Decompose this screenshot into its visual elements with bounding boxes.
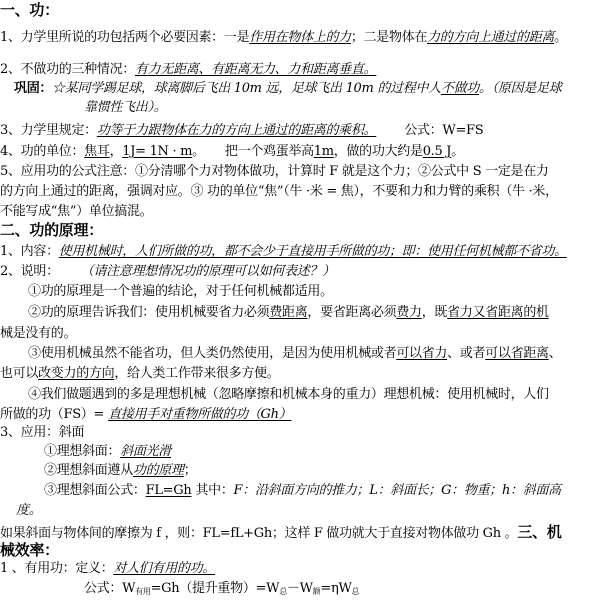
text: F：沿斜面方向的推力；L：斜面长；G：物重；h：斜面高 — [233, 483, 561, 498]
s2-paragraph-2 — [0, 263, 613, 281]
text: ③使用机械虽然不能省功，但人类仍然使用，是因为使用机械或者 — [28, 346, 397, 361]
s2-note-4-cont — [0, 406, 613, 424]
text: 。 — [192, 144, 205, 159]
text: －W — [286, 581, 313, 596]
answer-blank: 有力无距离、有距离无力、力和距离垂直。 — [134, 62, 377, 77]
s2-note-2 — [28, 304, 613, 322]
s2-incline-3 — [44, 482, 613, 500]
answer-blank: 改变力的方向 — [38, 366, 115, 381]
text: 1 、有用功：定义： — [0, 561, 114, 576]
text: =Gh（提升重物）=W — [150, 581, 280, 596]
s1-paragraph-1 — [0, 29, 613, 47]
text: 1、内容： — [0, 244, 59, 259]
answer-blank: 费距离 — [269, 305, 308, 320]
s2-incline-3-cont: 度。 — [16, 503, 42, 518]
s1-paragraph-5-line-2: 的方向上通过的距离，强调对应。③ 功的单位“焦”（牛 ·米 = 焦），不要和力和力臂的乘积（牛 ·米， — [0, 184, 558, 199]
consolidation-label: 巩固： — [14, 81, 53, 96]
answer-blank: 焦耳 — [84, 144, 110, 159]
answer-blank: 不做功 — [440, 81, 479, 96]
text: 其中： — [195, 483, 234, 498]
s2-note-3 — [28, 345, 613, 363]
subscript: 总 — [279, 587, 287, 596]
text: W=FS — [442, 123, 484, 138]
s2-note-3-cont — [0, 365, 613, 383]
s1-consolidation — [0, 80, 613, 98]
answer-blank: 费力 — [396, 305, 422, 320]
s2-paragraph-1 — [0, 243, 613, 261]
answer-blank: 功的原理 — [132, 463, 184, 478]
text: ，要省距离必须 — [307, 305, 397, 320]
s2-note-4: ④我们做题遇到的多是理想机械（忽略摩擦和机械本身的重力）理想机械：使用机械时，人们 — [28, 387, 549, 402]
text: 1、力学里所说的功包括两个必要因素：一是 — [0, 30, 250, 45]
text: 所做的功（FS）= — [0, 407, 105, 422]
subscript: 有用 — [135, 587, 151, 596]
answer-blank: 0.5 J — [422, 144, 452, 159]
answer-blank: 力的方向上通过的距离 — [427, 30, 555, 45]
s1-paragraph-5-line-3: 不能写成“焦”）单位搞混。 — [0, 204, 153, 219]
text: ②功的原理告诉我们：使用机械要省力必须 — [28, 305, 270, 320]
text: 斜面 — [58, 425, 85, 440]
section-3-title-cont: 械效率： — [0, 541, 59, 559]
text: 公式：W — [84, 581, 136, 596]
text: 3、应用： — [0, 425, 59, 440]
text: 。 — [451, 144, 464, 159]
answer-blank: 使用机械时，人们所做的功，都不会少于直接用手所做的功；即：使用任何机械都不省功。 — [58, 244, 567, 259]
text: 。 — [554, 30, 567, 45]
text: ， — [109, 144, 123, 159]
s3-formula — [84, 580, 613, 601]
s1-paragraph-5: 5、应用功的公式注意：①分清哪个力对物体做功，计算时 F 就是这个力；②公式中 S 一定是在力 — [0, 164, 549, 179]
text: ； — [183, 463, 197, 478]
answer-blank: 作用在物体上的力 — [249, 30, 351, 45]
text: 2、说明： — [0, 264, 59, 279]
s2-note-2-cont: 械是没有的。 — [0, 326, 77, 341]
text: ，给人类工作带来很多方便。 — [114, 366, 280, 381]
answer-blank: 功等于力跟物体在力的方向上通过的距离的乘积。 — [96, 123, 377, 138]
section-3-title: 三、机 — [517, 523, 562, 541]
text: ②理想斜面遵从 — [44, 463, 133, 478]
text: ☆某同学踢足球，球离脚后飞出 10m 远，足球飞出 10m 的过程中人 — [52, 81, 441, 96]
text: 。（原因是足球 — [479, 81, 562, 96]
text: 、或者 — [447, 346, 486, 361]
text: （请注意理想情况功的原理可以如何表述？） — [80, 264, 335, 279]
subscript: 额 — [312, 587, 321, 596]
s1-paragraph-2 — [0, 61, 613, 79]
answer-blank: 1m — [313, 144, 334, 159]
s1-paragraph-3 — [0, 122, 613, 140]
text: ③理想斜面公式： — [44, 483, 146, 498]
s3-useful-work — [0, 560, 613, 578]
section-2-title: 二、功的原理： — [0, 221, 103, 239]
answer-blank: 斜面光滑 — [120, 444, 172, 459]
text: 把一个鸡蛋举高 — [224, 144, 314, 159]
answer-blank: 省力又省距离的机 — [447, 305, 549, 320]
text: 如果斜面与物体间的摩擦为 f ，则：FL=fL+Gh；这样 F 做功就大于直接对物体做功 Gh 。 — [0, 526, 518, 541]
section-1-title: 一、功： — [0, 1, 59, 19]
text: ①理想斜面： — [44, 444, 121, 459]
text: 也可以 — [0, 366, 39, 381]
answer-blank: 1J= 1N · m — [122, 144, 193, 159]
text: =ηW — [320, 581, 352, 596]
answer-blank: 可以省力 — [396, 346, 448, 361]
answer-blank: 可以省距离 — [485, 346, 549, 361]
s2-incline-1 — [44, 443, 613, 461]
answer-blank: FL=Gh — [145, 483, 192, 498]
text: ，做的功大约是 — [333, 144, 423, 159]
text: 4、功的单位： — [0, 144, 85, 159]
s1-paragraph-4 — [0, 143, 613, 161]
text: ；二是物体在 — [350, 30, 428, 45]
subscript: 总 — [351, 587, 360, 596]
text: 3、力学里规定： — [0, 123, 97, 138]
s2-application — [0, 424, 613, 442]
text: 、 — [548, 346, 562, 361]
s1-consolidation-cont: 靠惯性飞出）。 — [84, 100, 167, 115]
answer-blank: 直接用手对重物所做的功（Gh） — [108, 407, 292, 422]
text: 公式： — [404, 123, 443, 138]
text: ，既 — [421, 305, 448, 320]
answer-blank: 对人们有用的功。 — [113, 561, 216, 576]
s2-friction — [0, 523, 613, 543]
s2-note-1: ①功的原理是一个普遍的结论，对于任何机械都适用。 — [28, 284, 333, 299]
text: 2、不做功的三种情况： — [0, 62, 135, 77]
s2-incline-2 — [44, 462, 613, 480]
